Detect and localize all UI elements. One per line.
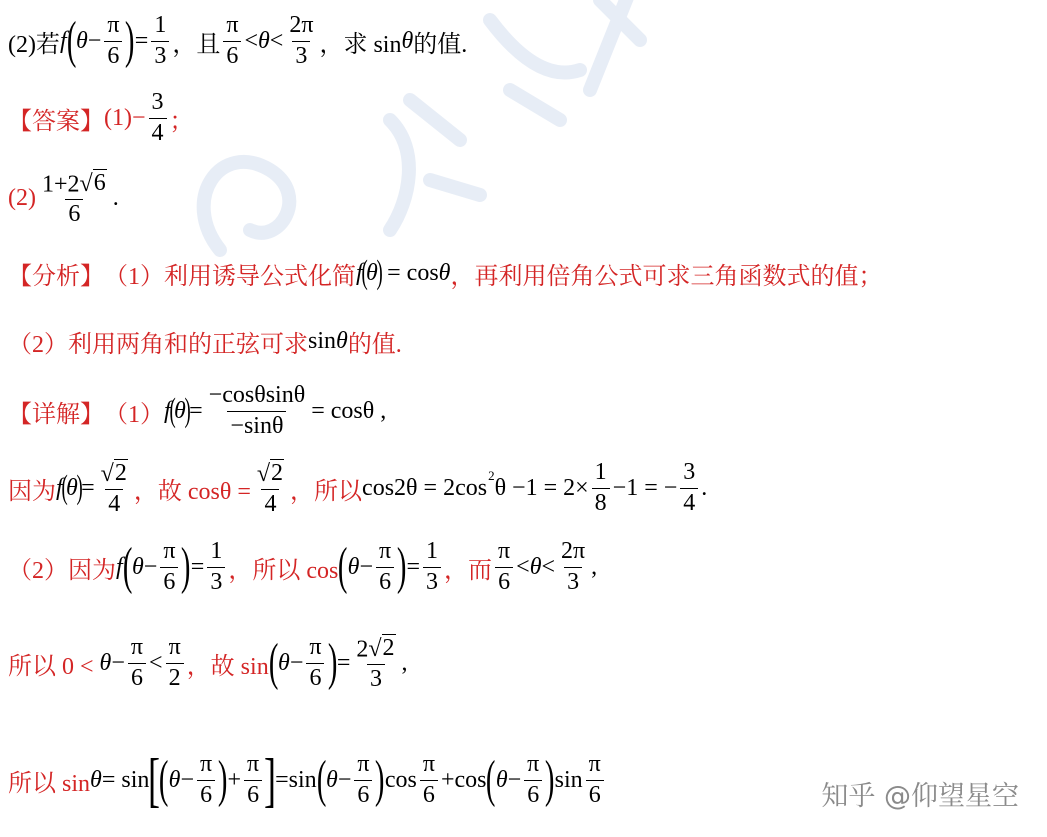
analysis-line1-a: （1）利用诱导公式化简 (104, 263, 356, 290)
paren-left: ( (361, 254, 368, 291)
detail-l3-three-b: 3 (423, 567, 441, 595)
detail-l2-frac-a (98, 459, 131, 518)
detail-l2-den-a: 4 (105, 489, 123, 517)
detail-l5-b: = sin (101, 766, 150, 793)
detail-line-5 (8, 740, 607, 820)
detail-l4-six-b: 6 (306, 663, 324, 691)
detail-l3-one-b: 1 (426, 538, 439, 565)
detail-l2-expr3: −1 = − (612, 474, 678, 501)
detail-l3-minus-b: − (359, 553, 374, 580)
paren-left: ( (268, 634, 279, 691)
detail-l3-frac-c (376, 539, 394, 594)
detail-l3-theta-c: θ (529, 553, 542, 580)
detail-l5-eq: = (275, 766, 289, 793)
detail-l3-b: ，所以 cos (228, 557, 339, 584)
detail-l4-minus-b: − (289, 649, 304, 676)
detail-l4-num-2: 2 (356, 636, 369, 662)
detail-l3-a: （2）因为 (8, 557, 116, 584)
detail-l5-frac-f (586, 752, 604, 807)
detail-l5-six-d: 6 (420, 780, 438, 808)
radical-2c (368, 634, 395, 661)
paren-right: ) (218, 751, 228, 808)
q2-three-b: 3 (292, 41, 310, 69)
detail-l5-plus: + (227, 766, 242, 793)
detail-l4-theta: θ (99, 649, 112, 676)
detail-l3-f: f (116, 553, 123, 580)
paren-right: ) (375, 751, 385, 808)
q2-pi: π (107, 12, 120, 39)
radical-2 (101, 459, 128, 486)
detail-l5-six-e: 6 (524, 780, 542, 808)
detail-l5-pi-b: π (247, 751, 260, 778)
paren-left: ( (316, 751, 327, 808)
detail-l4-pi-c: π (309, 634, 322, 661)
detail-l3-lt: < (516, 553, 530, 580)
analysis-theta-b: θ (438, 259, 451, 286)
detail-l2-end: . (701, 474, 708, 501)
answer-part1-end: ； (169, 108, 194, 135)
detail-l2-rad-a: 2 (114, 459, 127, 486)
paren-right: ) (397, 538, 407, 595)
detail-l2-b: ，故 cosθ = (133, 478, 251, 505)
answer-part2-frac (39, 169, 110, 228)
detail-l3-six-c: 6 (495, 567, 513, 595)
answer-line-1 (8, 88, 194, 148)
detail-l4-minus: − (111, 649, 125, 676)
q2-frac-pi6 (104, 13, 122, 68)
detail-l5-frac-e (524, 752, 542, 807)
detail-l2-a: 因为 (8, 478, 56, 505)
detail-line-1 (8, 378, 386, 444)
analysis-line2-b: 的值. (347, 331, 402, 358)
detail-l3-one: 1 (210, 538, 223, 565)
detail-l2-c: ，所以 (290, 478, 363, 505)
detail-l3-pi-c: π (498, 538, 511, 565)
detail-l5-cos: cos (384, 766, 417, 793)
q2-and: ，且 (172, 31, 221, 58)
q2-tail: ，求 sin (319, 31, 402, 58)
analysis-label: 【分析】 (8, 263, 104, 290)
detail-l4-eq: = (336, 649, 351, 676)
detail-l2-sup: 2 (488, 468, 495, 483)
detail-l4-den: 3 (367, 664, 385, 692)
q2-frac-1-3 (151, 13, 169, 68)
detail-l5-theta: θ (90, 766, 102, 793)
detail-l5-a: 所以 sin (8, 770, 91, 797)
detail-l2-f: f (56, 474, 63, 501)
paren-right: ) (181, 538, 191, 595)
paren-left: ( (66, 12, 77, 69)
detail-l3-theta-b: θ (347, 553, 360, 580)
detail-l3-minus: − (143, 553, 158, 580)
answer-part2-den: 6 (65, 199, 83, 227)
detail-l5-theta-b: θ (168, 766, 181, 793)
paren-right: ) (545, 751, 555, 808)
detail-l3-lt-b: < (541, 553, 556, 580)
detail-l3-frac-d (423, 539, 441, 594)
detail-l5-pi-d: π (422, 751, 435, 778)
bracket-left: [ (148, 747, 161, 813)
analysis-line2-a: （2）利用两角和的正弦可求 (8, 331, 308, 358)
detail-line-4: 所以 0 < θ − $\frac{\pi}{6}$ < $\frac{\pi}{2}$ ，故 sin ( θ − $\frac{\pi}{6}$ ) = 2 √ 2 3 , (8, 634, 408, 693)
detail-l2-frac-d (680, 460, 698, 515)
radical-sign: √ (256, 461, 271, 487)
detail-l5-frac-d (420, 752, 438, 807)
detail-l5-pi-f: π (588, 751, 601, 778)
detail-l5-minus-c: − (507, 766, 522, 793)
q2-eq: = (134, 27, 149, 54)
q2-prefix: (2)若 (8, 31, 60, 58)
q2-pi-b: π (226, 12, 239, 39)
paren-left: ( (159, 751, 169, 808)
detail-l4-a: 所以 0 < (8, 653, 94, 680)
q2-frac-2pi3 (286, 13, 316, 68)
radical-sign: √ (79, 171, 93, 197)
detail-l2-num-b (254, 459, 287, 490)
detail-l5-cos-b: cos (454, 766, 487, 793)
analysis-line-2 (8, 318, 402, 364)
detail-l3-frac-f (558, 539, 588, 594)
q2-theta-b: θ (258, 27, 270, 54)
answer-part1-frac (149, 90, 167, 145)
detail-l5-pi-c: π (357, 751, 370, 778)
detail-l3-pi-b: π (379, 538, 392, 565)
detail-l2-num-d: 3 (683, 459, 696, 486)
zhihu-watermark: 知乎 @仰望星空 (821, 781, 1019, 812)
answer-part2-num-rad: 6 (93, 169, 106, 196)
analysis-line2-sin: sin (308, 327, 337, 354)
detail-frac (206, 383, 309, 438)
detail-num: −cosθsinθ (208, 382, 306, 409)
answer-part2-num (39, 169, 110, 200)
detail-den: −sinθ (227, 411, 286, 439)
detail-line-3: （2）因为 f ( θ − $\frac{\pi}{6}$ ) = $\frac{1}{3}$ ，所以 cos ( θ − $\frac{\pi}{6}$ ) = $\frac{1}{3}$ ，而 $\frac{\pi}{6}$ < θ < $\frac{2\pi}{3}$ , (8, 538, 598, 595)
q2-2pi: 2π (289, 12, 314, 39)
detail-l2-fden: 8 (592, 488, 610, 516)
answer-part2-end: . (112, 184, 119, 211)
paren-right: ) (376, 254, 383, 291)
detail-l4-frac-c (306, 635, 324, 690)
detail-l2-eq: = (81, 474, 95, 501)
answer-part1-den: 4 (149, 118, 167, 146)
detail-l5-theta-c: θ (326, 766, 338, 793)
detail-l3-eq: = (190, 553, 205, 580)
bracket-right: ] (264, 747, 277, 813)
detail-l2-expr2: θ −1 = 2× (494, 474, 589, 501)
detail-theta: θ (174, 397, 186, 424)
detail-l4-rad: 2 (382, 634, 395, 661)
analysis-f: f (356, 259, 363, 286)
answer-part2-radical (80, 169, 107, 196)
paren-left: ( (169, 392, 176, 429)
detail-part1: （1） (104, 401, 164, 428)
answer-part1-prefix: (1) (104, 104, 132, 131)
detail-l5-pi-e: π (527, 751, 540, 778)
detail-l4-two: 2 (166, 663, 184, 691)
detail-l5-sin: sin (288, 766, 317, 793)
radical-sign: √ (100, 461, 114, 487)
detail-l3-three: 3 (207, 567, 225, 595)
q2-lt: < (244, 27, 258, 54)
answer-part2-num-a: 1+2 (41, 171, 80, 197)
paren-left: ( (122, 538, 133, 595)
paren-right: ) (184, 392, 191, 429)
detail-l4-frac-d (353, 634, 398, 693)
q2-theta-c: θ (401, 27, 414, 54)
question-2 (8, 6, 467, 76)
detail-l4-theta-b: θ (278, 649, 290, 676)
detail-l2-rad-b: 2 (271, 459, 284, 486)
detail-l4-frac-b (166, 635, 184, 690)
detail-l2-num-a (98, 459, 131, 490)
detail-l4-frac-a (128, 635, 146, 690)
radical-sign: √ (368, 636, 382, 662)
answer-part2-prefix: (2) (8, 184, 36, 211)
radical-2b (257, 459, 284, 486)
paren-right: ) (125, 12, 135, 69)
detail-l4-pi: π (130, 634, 144, 661)
detail-l2-frac-b (254, 459, 287, 518)
detail-l3-theta: θ (132, 553, 144, 580)
detail-l4-pi-b: π (168, 634, 181, 661)
paren-left: ( (338, 538, 348, 595)
detail-l5-sin-b: sin (554, 766, 583, 793)
q2-lt-b: < (269, 27, 284, 54)
analysis-theta: θ (366, 259, 378, 286)
detail-rhs: = cosθ , (311, 397, 387, 424)
detail-l3-frac-a (160, 539, 178, 594)
q2-minus: − (87, 27, 102, 54)
detail-l5-frac-c (354, 752, 372, 807)
detail-l3-six: 6 (160, 567, 178, 595)
detail-l5-frac-b (244, 752, 262, 807)
detail-l5-six-b: 6 (244, 780, 262, 808)
q2-f: f (59, 27, 67, 54)
answer-label: 【答案】 (8, 108, 104, 135)
detail-l2-fnum: 1 (594, 459, 607, 486)
detail-line-2 (8, 455, 707, 521)
detail-l3-2pi: 2π (561, 538, 586, 565)
detail-l3-frac-b (207, 539, 225, 594)
analysis-line1-expr: = cos (387, 259, 439, 286)
detail-l5-minus: − (180, 766, 195, 793)
paren-right: ) (76, 469, 83, 506)
detail-l5-minus-b: − (337, 766, 352, 793)
detail-l3-pi: π (163, 538, 176, 565)
detail-l3-three-c: 3 (564, 567, 582, 595)
analysis-line2-theta: θ (336, 327, 348, 354)
paren-left: ( (61, 469, 68, 506)
detail-l2-expr: cos2θ = 2cos (362, 474, 488, 501)
detail-l3-c: ，而 (444, 557, 493, 584)
detail-l2-theta: θ (66, 474, 78, 501)
analysis-line-1 (8, 250, 882, 296)
detail-l3-eq-b: = (406, 553, 421, 580)
q2-theta: θ (75, 27, 88, 54)
detail-l5-six-c: 6 (354, 780, 372, 808)
detail-l2-frac-c (592, 460, 610, 515)
detail-label: 【详解】 (8, 401, 104, 428)
answer-part1-num: 3 (151, 89, 164, 116)
analysis-line1-b: ，再利用倍角公式可求三角函数式的值； (450, 263, 883, 290)
detail-l5-pi: π (200, 751, 213, 778)
q2-tail-end: 的值. (413, 31, 468, 58)
detail-l4-b: ，故 sin (186, 653, 269, 680)
answer-part1-neg: − (131, 104, 146, 131)
detail-l2-den-b: 4 (261, 489, 279, 517)
detail-l5-six-f: 6 (586, 780, 604, 808)
detail-l4-six: 6 (128, 663, 146, 691)
q2-six: 6 (104, 41, 122, 69)
answer-line-2 (8, 166, 119, 230)
detail-eq: = (189, 397, 203, 424)
detail-l5-six: 6 (197, 780, 215, 808)
detail-l5-frac-a (197, 752, 215, 807)
detail-l4-lt: < (149, 649, 163, 676)
q2-frac-pi6b (223, 13, 241, 68)
paren-right: ) (327, 634, 337, 691)
q2-three: 3 (151, 41, 169, 69)
detail-f: f (164, 397, 171, 424)
detail-l5-plus-b: + (440, 766, 455, 793)
paren-left: ( (486, 751, 496, 808)
detail-l3-frac-e (495, 539, 513, 594)
detail-l4-num (353, 634, 398, 665)
detail-l2-den-d: 4 (680, 488, 698, 516)
detail-l5-theta-d: θ (495, 766, 508, 793)
q2-one: 1 (154, 12, 167, 39)
q2-six-b: 6 (223, 41, 241, 69)
detail-l3-six-b: 6 (376, 567, 394, 595)
